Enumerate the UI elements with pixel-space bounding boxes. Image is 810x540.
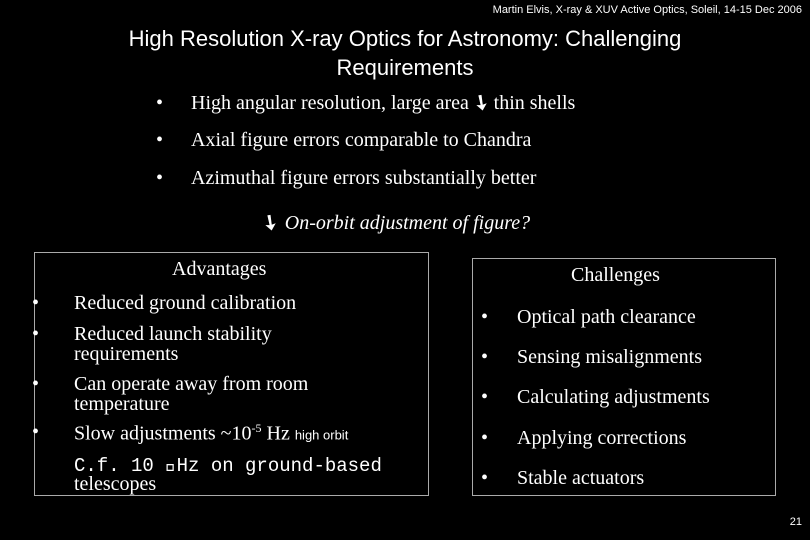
bullet-dot: • [481,346,489,368]
advantage-text: Slow adjustments ~10 [74,422,252,445]
challenge-item-5 [481,467,644,490]
on-orbit-text: On-orbit adjustment of figure? [284,212,531,234]
title-line-2: Requirements [336,55,474,80]
advantages-title: Advantages [172,258,267,280]
bullet-dot: • [481,386,489,408]
bullet-dot: • [32,323,40,345]
bullet-dot: • [156,92,164,114]
bullet-dot: • [32,421,40,443]
top-bullet-3-text: Azimuthal figure errors substantially better [191,167,537,189]
arrow-icon: ➘ [467,89,495,117]
challenge-item-2 [481,346,702,369]
bullet-dot: • [32,373,40,395]
bullet-dot: • [156,129,164,151]
page-number: 21 [789,516,802,528]
top-bullet-2 [156,129,531,152]
on-orbit-question [256,209,531,237]
advantage-item-3-cont: temperature [74,393,170,415]
title-line-1: High Resolution X-ray Optics for Astronomy: Challenging [128,26,682,51]
top-bullet-1 [156,90,575,115]
challenge-text: Sensing misalignments [517,346,702,368]
challenge-text: Stable actuators [517,467,645,489]
exponent: -5 [251,421,262,435]
bullet-dot: • [481,467,489,489]
bullet-dot: • [481,306,489,328]
advantage-item-4 [32,421,349,446]
arrow-icon: ➘ [256,209,284,237]
advantage-item-1 [32,292,297,315]
hz-unit: Hz [266,422,290,445]
top-bullet-2-text: Axial figure errors comparable to Chandra [191,129,532,151]
bullet-dot: • [481,427,489,449]
advantage-item-2-cont: requirements [74,343,179,365]
challenges-box [472,258,776,496]
bullet-dot: • [156,167,164,189]
advantage-text: Can operate away from room [74,373,309,395]
cf-note-cont: telescopes [74,473,157,495]
top-bullet-1-text: High angular resolution, large area [191,92,469,114]
advantage-text: Reduced ground calibration [74,292,297,314]
challenges-title: Challenges [571,264,660,286]
challenge-item-1 [481,306,696,329]
top-bullet-1-result: thin shells [493,92,576,114]
top-bullet-3 [156,167,536,190]
challenge-item-4 [481,427,686,450]
challenge-text: Applying corrections [517,427,687,449]
high-orbit-note: high orbit [294,427,349,443]
challenge-text: Optical path clearance [517,306,696,328]
challenge-text: Calculating adjustments [517,386,710,408]
slide-title [0,24,810,82]
slide-header: Martin Elvis, X-ray & XUV Active Optics, Soleil, 14-15 Dec 2006 [492,4,802,16]
cf-note: C.f. 10  Hz on ground-based [74,455,382,477]
bullet-dot: • [32,292,40,314]
challenge-item-3 [481,386,710,409]
advantage-text: Reduced launch stability [74,323,272,345]
